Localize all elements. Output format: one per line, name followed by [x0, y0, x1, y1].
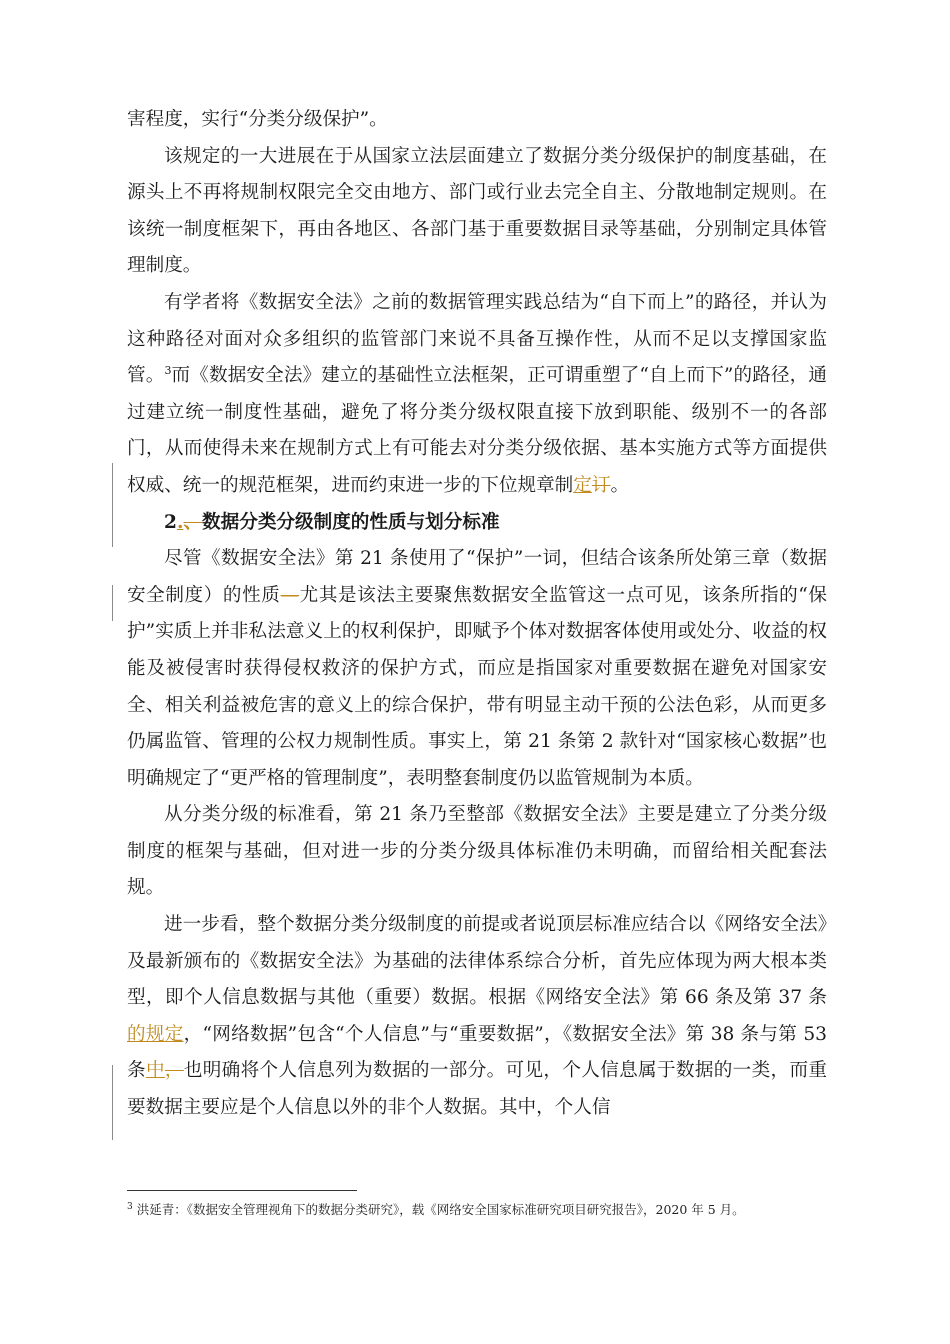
tracked-deletion[interactable]: —	[280, 584, 300, 606]
change-bar	[112, 511, 113, 547]
section-heading: 2.、数据分类分级制度的性质与划分标准	[164, 511, 500, 533]
paragraph: 害程度，实行“分类分级保护”。	[127, 109, 388, 130]
footnote-number: 3	[127, 1201, 133, 1212]
tracked-insertion[interactable]: 的规定	[127, 1023, 184, 1045]
change-bar	[112, 585, 113, 621]
body-text	[127, 102, 827, 1127]
tracked-insertion[interactable]: .	[176, 511, 184, 533]
tracked-deletion[interactable]: ，	[164, 1060, 184, 1082]
paragraph: 从分类分级的标准看，第 21 条乃至整部《数据安全法》主要是建立了分类分级制度的框架与基础，但对进一步的分类分级具体标准仍未明确，而留给相关配套法规。	[127, 804, 827, 899]
footnote-text: 洪延青：《数据安全管理视角下的数据分类研究》，载《网络安全国家标准研究项目研究报告》，2020 年 5 月。	[136, 1202, 745, 1217]
change-bar	[112, 1065, 113, 1140]
footnote-separator	[127, 1190, 357, 1191]
paragraph: 该规定的一大进展在于从国家立法层面建立了数据分类分级保护的制度基础，在源头上不再将规制权限完全交由地方、部门或行业去完全自主、分散地制定规则。在该统一制度框架下，再由各地区、各部门基于重要数据目录等基础，分别制定具体管理制度。	[127, 145, 827, 277]
tracked-deletion[interactable]: 订	[591, 474, 611, 496]
paragraph: 进一步看，整个数据分类分级制度的前提或者说顶层标准应结合以《网络安全法》及最新颁布的《数据安全法》为基础的法律体系综合分析，首先应体现为两大根本类型，即个人信息数据与其他（重要）数据。根据《网络安全法》第 66 条及第 37 条的规定，“网络数据”包含“个人信息”与“重要数据”，《数据安全法》第 38 条与第 53 条中，也明确将个人信息列为数据的一部分。可见，个人信息属于数据的一类，而重要数据主要应是个人信息以外的非个人数据。其中，个人信	[127, 914, 827, 1119]
footnote	[127, 1200, 827, 1220]
footnote-reference[interactable]: 3	[164, 363, 172, 377]
change-bar	[112, 463, 113, 511]
tracked-insertion[interactable]: 中	[145, 1060, 165, 1082]
tracked-deletion[interactable]: 、	[183, 511, 203, 533]
paragraph: 尽管《数据安全法》第 21 条使用了“保护”一词，但结合该条所处第三章（数据安全制度）的性质—尤其是该法主要聚焦数据安全监管这一点可见，该条所指的“保护”实质上并非私法意义上的权利保护，即赋予个体对数据客体使用或处分、收益的权能及被侵害时获得侵权救济的保护方式，而应是指国家对重要数据在避免对国家安全、相关利益被危害的意义上的综合保护，带有明显主动干预的公法色彩，从而更多仍属监管、管理的公权力规制性质。事实上，第 21 条第 2 款针对“国家核心数据”也明确规定了“更严格的管理制度”，表明整套制度仍以监管规制为本质。	[127, 548, 827, 789]
paragraph: 有学者将《数据安全法》之前的数据管理实践总结为“自下而上”的路径，并认为这种路径对面对众多组织的监管部门来说不具备互操作性，从而不足以支撑国家监管。$^3$而《数据安全法》建立的基础性立法框架，正可谓重塑了“自上而下”的路径，通过建立统一制度性基础，避免了将分类分级权限直接下放到职能、级别不一的各部门，从而使得未来在规制方式上有可能去对分类分级依据、基本实施方式等方面提供权威、统一的规范框架，进而约束进一步的下位规章制定订。	[127, 291, 827, 496]
tracked-insertion[interactable]: 定	[573, 474, 592, 496]
